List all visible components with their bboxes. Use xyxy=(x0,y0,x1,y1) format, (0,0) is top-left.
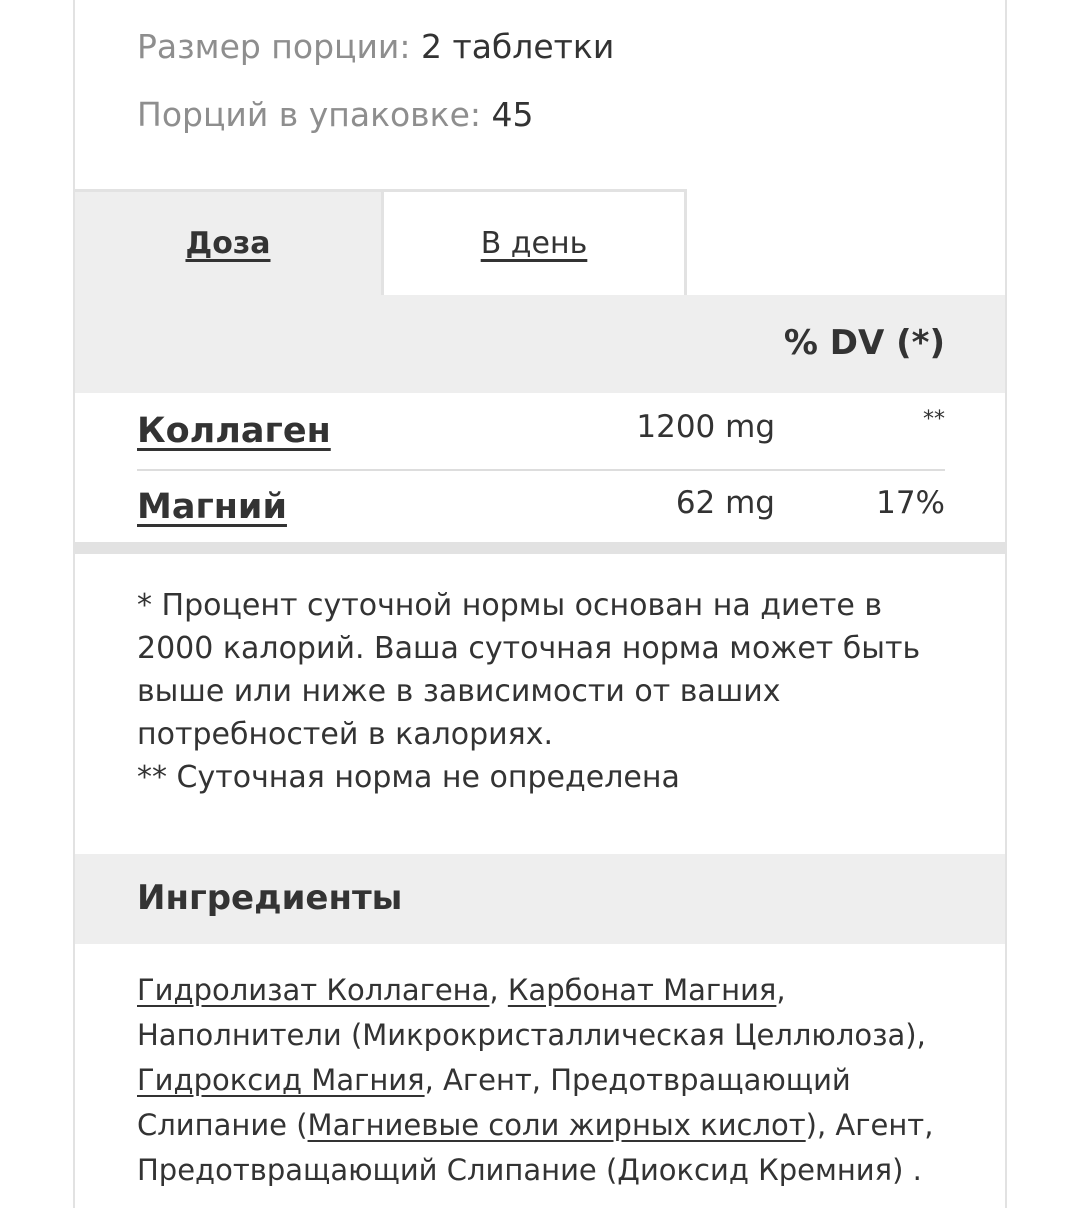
servings-per-container-value: 45 xyxy=(491,95,534,134)
nutrition-panel xyxy=(73,0,1007,1208)
serving-size-label: Размер порции: xyxy=(137,27,421,66)
ingredient-text: , Наполнители (Микрокристаллическая Целлюлоза), xyxy=(137,973,926,1052)
ingredient-text: , xyxy=(489,973,508,1007)
table-header xyxy=(75,295,1005,393)
ingredients-title: Ингредиенты xyxy=(137,878,403,918)
ingredient-link[interactable]: Гидролизат Коллагена xyxy=(137,973,490,1007)
serving-size-value: 2 таблетки xyxy=(420,27,615,66)
tab-dose[interactable]: Доза xyxy=(75,189,381,295)
servings-per-container xyxy=(137,95,533,135)
dose-tabs xyxy=(75,189,1005,295)
dv-column-header: % DV (*) xyxy=(783,323,945,363)
nutrient-name-link[interactable]: Коллаген xyxy=(137,411,331,451)
servings-per-container-label: Порций в упаковке: xyxy=(137,95,492,134)
ingredients-header xyxy=(75,854,1005,944)
ingredient-text: ), Агент, Предотвращающий Слипание (Диоксид Кремния) . xyxy=(137,1108,934,1187)
ingredients-list xyxy=(137,968,957,1193)
nutrient-name-link[interactable]: Магний xyxy=(137,487,287,527)
nutrient-amount: 1200 mg xyxy=(636,409,775,445)
footnotes xyxy=(137,584,957,799)
nutrient-dv: 17% xyxy=(876,485,945,521)
ingredient-link[interactable]: Магниевые соли жирных кислот xyxy=(307,1108,806,1142)
serving-size xyxy=(137,27,614,67)
ingredient-link[interactable]: Гидроксид Магния xyxy=(137,1063,425,1097)
table-row xyxy=(137,395,945,471)
footnote-dv: * Процент суточной нормы основан на диете в 2000 калорий. Ваша суточная норма может быть выше или ниже в зависимости от ваших потребностей в калориях. xyxy=(137,588,921,752)
tab-per-day[interactable]: В день xyxy=(381,189,687,295)
footnote-undefined: ** Суточная норма не определена xyxy=(137,760,680,795)
table-row xyxy=(137,471,945,545)
table-divider xyxy=(75,542,1005,554)
ingredient-text: , Агент, Предотвращающий Слипание ( xyxy=(137,1063,851,1142)
nutrient-dv: ** xyxy=(923,407,945,432)
ingredient-link[interactable]: Карбонат Магния xyxy=(507,973,777,1007)
nutrient-amount: 62 mg xyxy=(675,485,775,521)
